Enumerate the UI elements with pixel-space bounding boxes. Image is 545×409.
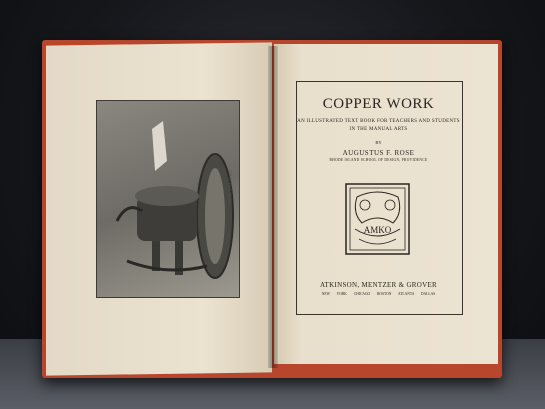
book-spine: [268, 46, 278, 368]
emblem-lettering: AMKO: [363, 225, 392, 235]
author-name: AUGUSTUS F. ROSE: [342, 149, 415, 157]
publisher-cities: NEW YORK CHICAGO BOSTON ATLANTA DALLAS: [321, 292, 436, 296]
frontispiece-caption: CHAFING DISH: [228, 170, 233, 205]
by-line: BY: [375, 140, 382, 145]
book-title: COPPER WORK: [322, 96, 435, 112]
book-subtitle: AN ILLUSTRATED TEXT BOOK FOR TEACHERS AND STUDENTS IN THE MANUAL ARTS: [297, 119, 460, 132]
publisher-name: ATKINSON, MENTZER & GROVER: [319, 281, 438, 289]
publisher-emblem-icon: [345, 183, 410, 255]
author-affiliation: RHODE ISLAND SCHOOL OF DESIGN, PROVIDENCE: [329, 158, 428, 162]
chafing-dish-image: [97, 101, 239, 297]
frontispiece-photo: [96, 100, 240, 298]
